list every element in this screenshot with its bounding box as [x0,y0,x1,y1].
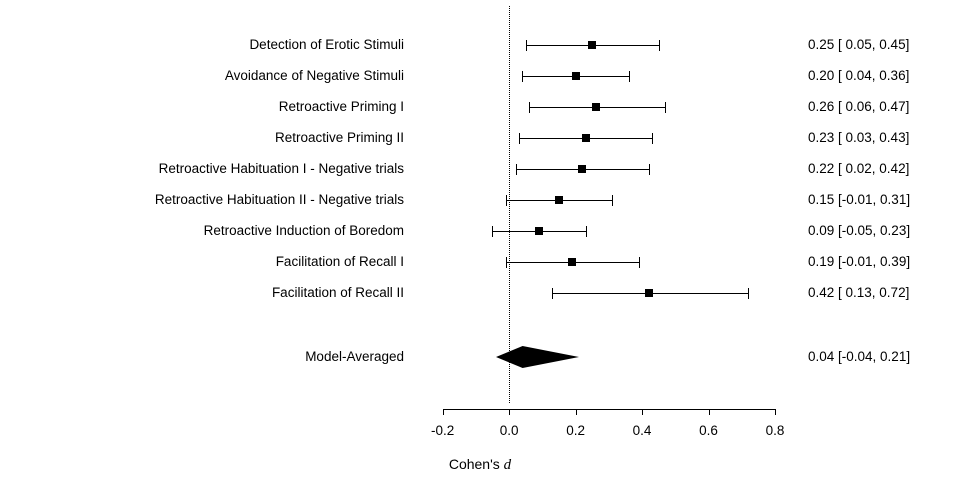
study-estimate-text: 0.22 [ 0.02, 0.42] [808,161,910,176]
x-axis-title-text: Cohen's d [448,456,512,473]
study-row-label: Facilitation of Recall II [271,285,404,300]
x-axis-tick [709,409,710,415]
point-estimate-marker [568,258,576,266]
x-axis-tick-label: 0.2 [566,423,585,438]
study-estimate-text: 0.23 [ 0.03, 0.43] [808,130,910,145]
ci-cap-upper [649,164,650,175]
x-axis-tick-label: 0.4 [632,423,652,438]
point-estimate-marker [582,134,590,142]
point-estimate-marker [555,196,563,204]
point-estimate-marker [535,227,543,235]
x-axis-tick [443,409,444,415]
x-axis-title [0,456,960,474]
study-estimate-text: 0.19 [-0.01, 0.39] [808,254,911,269]
ci-cap-upper [652,133,653,144]
ci-cap-lower [522,71,523,82]
x-axis-line [443,409,775,410]
x-axis-tick-label: -0.2 [430,423,455,438]
ci-cap-lower [529,102,530,113]
x-axis-tick-label: 0.6 [699,423,718,438]
ci-cap-upper [748,288,749,299]
study-row-label: Avoidance of Negative Stimuli [224,68,404,83]
x-axis-tick [509,409,510,415]
point-estimate-marker [578,165,586,173]
ci-cap-upper [629,71,630,82]
point-estimate-marker [588,41,596,49]
ci-cap-upper [659,40,660,51]
ci-cap-upper [612,195,613,206]
study-estimate-text: 0.25 [ 0.05, 0.45] [808,37,910,52]
ci-cap-lower [516,164,517,175]
study-row-label: Retroactive Priming II [274,130,404,145]
ci-cap-upper [586,226,587,237]
study-row-label: Retroactive Induction of Boredom [203,223,404,238]
study-row-label: Detection of Erotic Stimuli [249,37,404,52]
ci-cap-lower [506,257,507,268]
ci-cap-lower [552,288,553,299]
study-estimate-text: 0.15 [-0.01, 0.31] [808,192,911,207]
x-axis-tick [642,409,643,415]
summary-estimate-text: 0.04 [-0.04, 0.21] [808,349,911,364]
point-estimate-marker [645,289,653,297]
study-estimate-text: 0.26 [ 0.06, 0.47] [808,99,910,114]
summary-diamond [496,346,579,368]
x-axis-tick-label: 0.8 [765,423,785,438]
ci-cap-lower [506,195,507,206]
point-estimate-marker [592,103,600,111]
ci-cap-lower [526,40,527,51]
study-row-label: Retroactive Habituation I - Negative trials [158,161,404,176]
x-axis-tick [576,409,577,415]
study-row-label: Facilitation of Recall I [275,254,404,269]
study-estimate-text: 0.09 [-0.05, 0.23] [808,223,911,238]
x-axis-tick-label: 0.0 [499,423,519,438]
x-axis-tick [775,409,776,415]
study-row-label: Retroactive Priming I [278,99,404,114]
study-row-label: Retroactive Habituation II - Negative trials [154,192,404,207]
study-estimate-text: 0.42 [ 0.13, 0.72] [808,285,910,300]
summary-row-label: Model-Averaged [305,349,404,364]
ci-cap-upper [639,257,640,268]
ci-cap-upper [665,102,666,113]
point-estimate-marker [572,72,580,80]
ci-cap-lower [519,133,520,144]
study-estimate-text: 0.20 [ 0.04, 0.36] [808,68,910,83]
ci-cap-lower [492,226,493,237]
zero-reference-line [509,6,510,403]
